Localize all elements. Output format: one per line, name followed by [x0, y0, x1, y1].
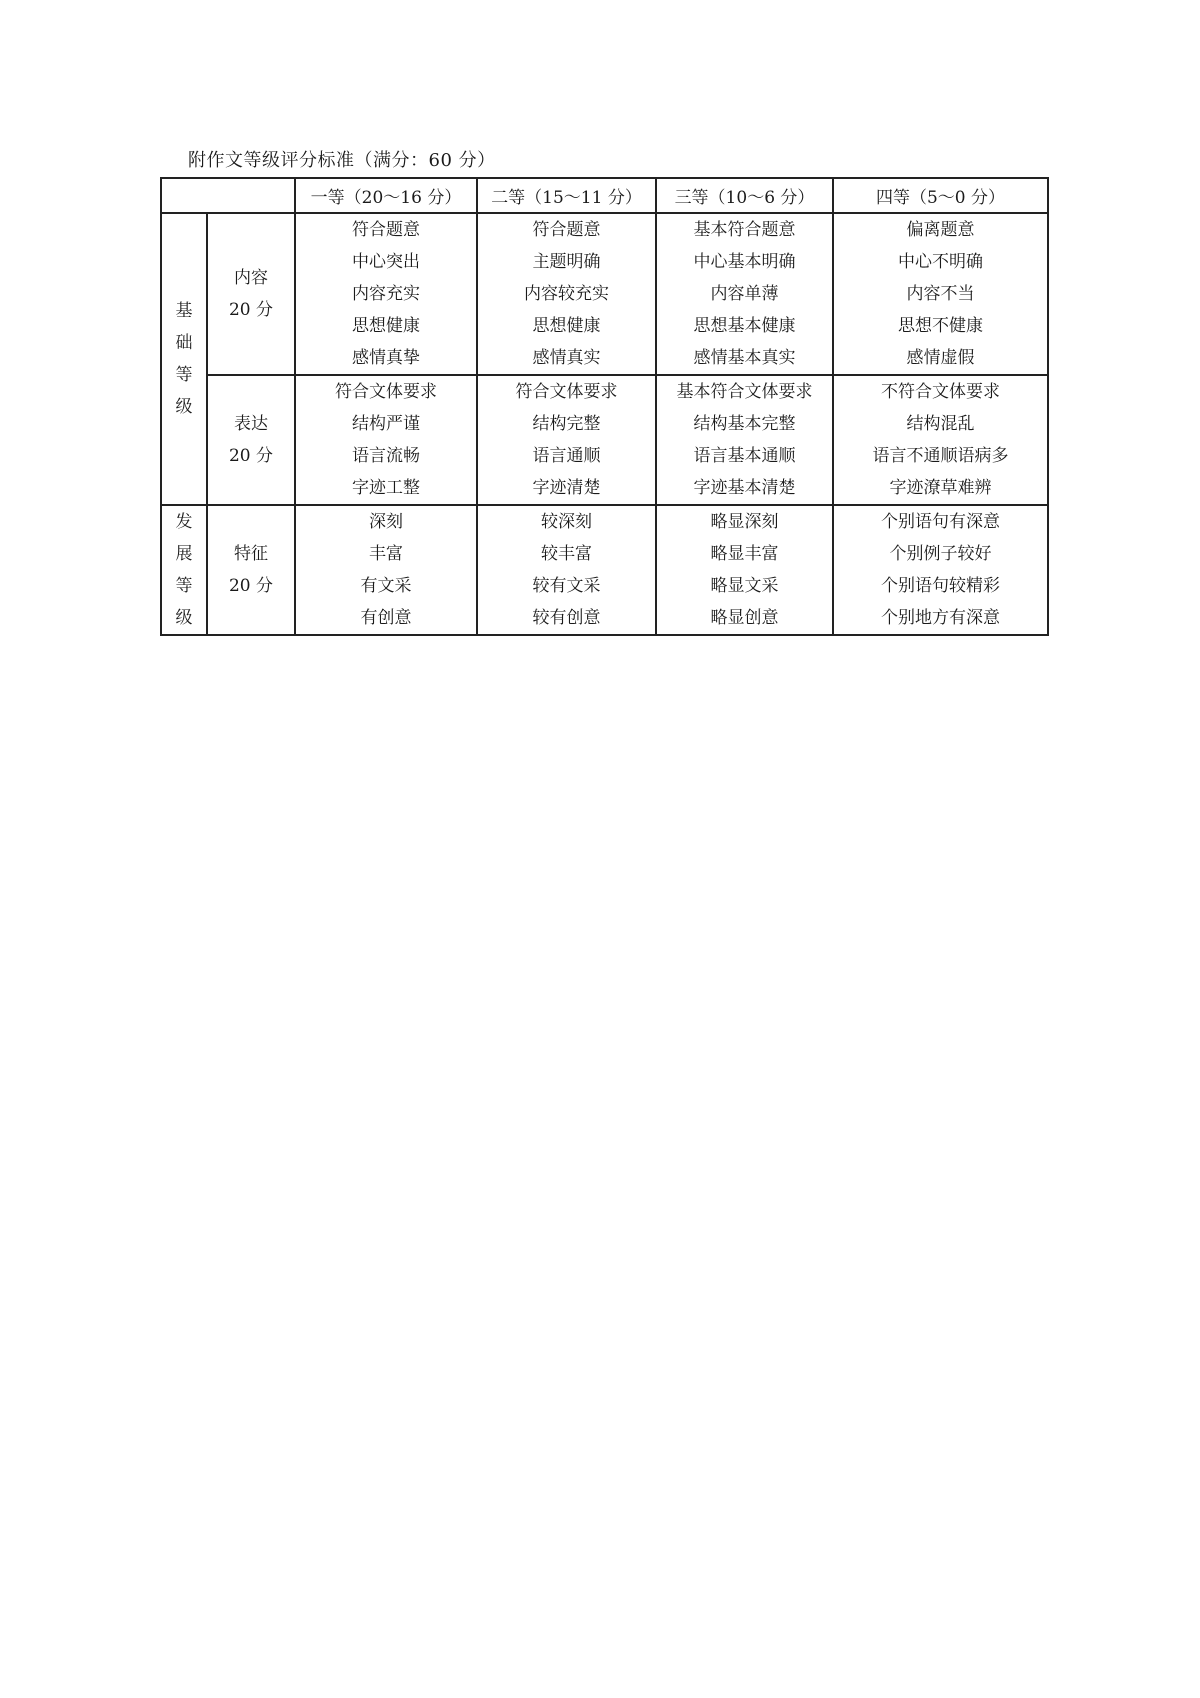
cell-content-grade-1: 符合题意 中心突出 内容充实 思想健康 感情真挚 [295, 213, 477, 375]
cell-content-grade-4: 偏离题意 中心不明确 内容不当 思想不健康 感情虚假 [833, 213, 1048, 375]
header-corner [161, 178, 295, 213]
header-grade-4: 四等（5～0 分） [833, 178, 1048, 213]
table-caption: 附作文等级评分标准（满分：60 分） [188, 150, 496, 171]
level-label-basic: 基 础 等 级 [161, 213, 207, 505]
table-row [161, 375, 1048, 505]
cell-expression-grade-3: 基本符合文体要求 结构基本完整 语言基本通顺 字迹基本清楚 [656, 375, 833, 505]
level-label-development: 发 展 等 级 [161, 505, 207, 635]
cell-expression-grade-1: 符合文体要求 结构严谨 语言流畅 字迹工整 [295, 375, 477, 505]
header-grade-1: 一等（20～16 分） [295, 178, 477, 213]
cell-content-grade-3: 基本符合题意 中心基本明确 内容单薄 思想基本健康 感情基本真实 [656, 213, 833, 375]
cell-expression-grade-4: 不符合文体要求 结构混乱 语言不通顺语病多 字迹潦草难辨 [833, 375, 1048, 505]
header-grade-2: 二等（15～11 分） [477, 178, 656, 213]
table-row [161, 505, 1048, 635]
table-row [161, 213, 1048, 375]
header-row [161, 178, 1048, 213]
criterion-label-expression: 表达 20 分 [207, 375, 295, 505]
criterion-label-feature: 特征 20 分 [207, 505, 295, 635]
cell-expression-grade-2: 符合文体要求 结构完整 语言通顺 字迹清楚 [477, 375, 656, 505]
header-grade-3: 三等（10～6 分） [656, 178, 833, 213]
cell-feature-grade-2: 较深刻 较丰富 较有文采 较有创意 [477, 505, 656, 635]
cell-feature-grade-4: 个别语句有深意 个别例子较好 个别语句较精彩 个别地方有深意 [833, 505, 1048, 635]
cell-feature-grade-1: 深刻 丰富 有文采 有创意 [295, 505, 477, 635]
cell-feature-grade-3: 略显深刻 略显丰富 略显文采 略显创意 [656, 505, 833, 635]
cell-content-grade-2: 符合题意 主题明确 内容较充实 思想健康 感情真实 [477, 213, 656, 375]
grading-rubric-table [160, 177, 1049, 636]
criterion-label-content: 内容 20 分 [207, 213, 295, 375]
